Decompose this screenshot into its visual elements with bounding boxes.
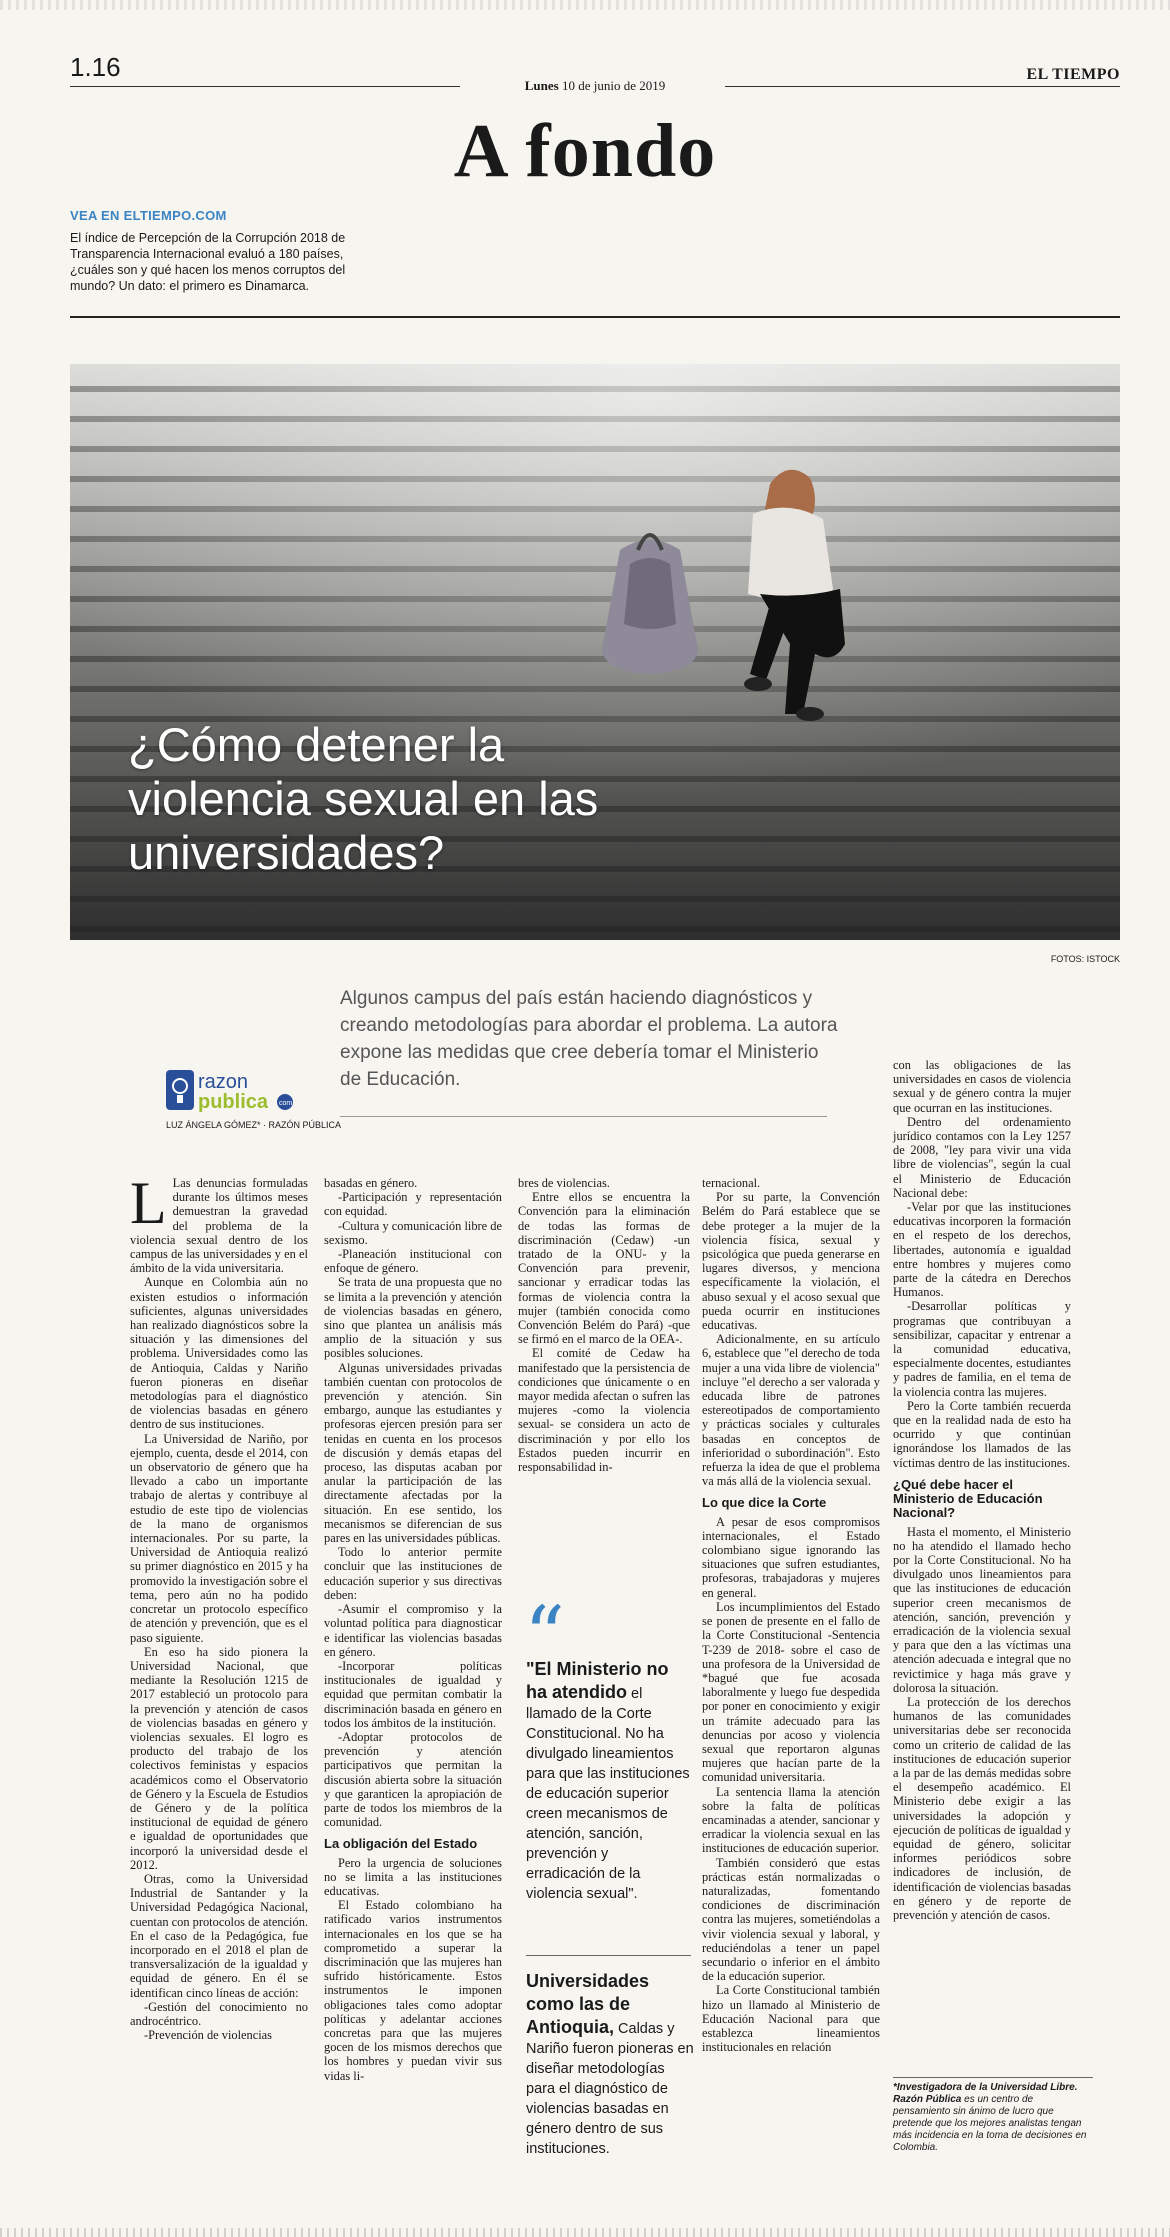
paragraph-4-5: Los incumplimientos del Estado se ponen de presente en el fallo de la Corte Constitucional -Sentencia T-239 de 2018- sobre el caso de una profesora de la Universidad de *bagué que fue acosada laboralmente y luego fue despedida por poner en conocimiento y exigir un trámite adecuado para las denuncias por acoso y violencia sexual que reportaron algunas mujeres que hacían parte de la comunidad universitaria.: [702, 1599, 880, 1785]
paragraph-4-1: ternacional.: [702, 1176, 761, 1190]
pull-quote-2: [526, 1970, 696, 2159]
lead-rule: [340, 1116, 827, 1117]
date-day: Lunes: [524, 78, 559, 93]
paragraph-2-2: -Participación y representación con equidad.: [324, 1190, 502, 1219]
paragraph-4-8: La Corte Constitucional también hizo un llamado al Ministerio de Educación Nacional para que establezca lineamientos institucionales en relación: [702, 1983, 880, 2055]
article-lead: Algunos campus del país están haciendo diagnósticos y creando metodologías para abordar el problema. La autora expone las medidas que cree debería tomar el Ministerio de Educación.: [340, 988, 838, 1090]
paragraph-3-2: Entre ellos se encuentra la Convención para la eliminación de todas las formas de discriminación (Cedaw) -un tratado de la ONU- y la Convención para prevenir, sancionar y erradicar todas las formas de violencia contra la mujer (también conocida como Convención Belém do Pará) -que se firmó en el marco de la OEA-.: [518, 1190, 690, 1347]
body-column-4: [702, 1176, 880, 2054]
paragraph-2-6: Algunas universidades privadas también cuentan con protocolos de prevención y atención. Sin embargo, aunque las estudiantes y profesoras ejercen presión para ser tenidas en cuenta en los procesos de discusión y demás etapas del proceso, las disputas acaban por anular la participación de las directamente afectadas por la situación. En ese sentido, los mecanismos se diferencian de sus pares en las universidades públicas.: [324, 1360, 502, 1546]
paragraph-5-3: -Velar por que las instituciones educativas incorporen la formación en el respeto de los derechos, libertades, autonomía e igualdad entre hombres y mujeres como parte de la cátedra en Derechos Humanos.: [893, 1200, 1071, 1300]
paragraph-4-4: A pesar de esos compromisos internacionales, el Estado colombiano sigue ignorando las situaciones que sufren estudiantes, profesoras, trabajadoras y mujeres en general.: [702, 1514, 880, 1600]
paragraph-2-3: -Cultura y comunicación libre de sexismo.: [324, 1218, 502, 1247]
paragraph-2-1: basadas en género.: [324, 1176, 418, 1190]
author-footnote: [893, 2077, 1093, 2154]
paragraph-1-6: -Gestión del conocimiento no androcéntrico.: [130, 1999, 308, 2028]
pull-quote-rest: el llamado de la Corte Constitucional. No ha divulgado lineamientos para que las instituciones de educación superior creen mecanismos de atención, sanción, prevención y erradicación de la violencia sexual".: [526, 1686, 690, 1902]
promo-label[interactable]: VEA EN ELTIEMPO.COM: [70, 208, 227, 223]
subhead-estado: La obligación del Estado: [324, 1836, 478, 1852]
paragraph-4-3: Adicionalmente, en su artículo 6, establece que "el derecho de toda mujer a una vida libre de violencia" incluye "el derecho a ser valorada y educada libre de patrones estereotipados de comportamiento y prácticas sociales y culturales basadas en conceptos de inferioridad o subordinación". Esto refuerza la idea de que el problema va más allá de la violencia sexual.: [702, 1332, 880, 1489]
paragraph-5-4: -Desarrollar políticas y programas que contribuyan a sensibilizar, capacitar y entrenar a la comunidad educativa, especialmente docentes, estudiantes y padres de familia, en el tema de la violencia contra las mujeres.: [893, 1299, 1071, 1399]
paragraph-5-7: La protección de los derechos humanos de las comunidades universitarias debe ser reconocida como un criterio de calidad de las instituciones de educación superior a la par de las demás medidas sobre el desempeño académico. El Ministerio debe exigir a las universidades la adopción y ejecución de políticas de igualdad y equidad de género, solicitar informes periódicos sobre indicadores de inclusión, de identificación de violencias basadas en género y de reporte de prevención y atención de casos.: [893, 1694, 1071, 1922]
paragraph-1-1: L Las denuncias formuladas durante los últimos meses demuestran la gravedad del problema de la violencia sexual dentro de los campus de las universidades y en el ámbito de la vida universitaria.: [130, 1170, 308, 1276]
paragraph-2-12: El Estado colombiano ha ratificado varios instrumentos internacionales en los que se ha comprometido a superar la discriminación que las mujeres han sufrido históricamente. Estos instrumentos le imponen obligaciones tales como adoptar políticas y adelantar acciones concretas para que las mujeres gocen de los mismos derechos que los hombres y puedan vivir sus vidas li-: [324, 1898, 502, 2083]
article-headline: ¿Cómo detener la violencia sexual en las universidades?: [128, 718, 599, 879]
page-edge-bottom: [0, 2228, 1170, 2237]
paragraph-5-6: Hasta el momento, el Ministerio no ha atendido el llamado hecho por la Corte Constitucional. No ha divulgado unos lineamientos para que las instituciones de educación superior creen mecanismos de atención, sanción, prevención y erradicación de la violencia sexual y para que den a las víctimas una atención adecuada e integral que no revictimice y haga más grave y dolorosa la situación.: [893, 1524, 1071, 1695]
paragraph-4-6: La sentencia llama la atención sobre la falta de políticas encaminadas a atender, sancionar y erradicar la violencia sexual en las instituciones de educación superior.: [702, 1784, 880, 1856]
subhead-corte: Lo que dice la Corte: [702, 1495, 827, 1511]
paragraph-1-3: La Universidad de Nariño, por ejemplo, cuenta, desde el 2014, con un observatorio de género que ha llevado a cabo un importante trabajo de alertas y contribuye al estudio de este tipo de violencias de la mano de organismos internacionales. Por su parte, la Universidad de Antioquia realizó su primer diagnóstico en 2015 y ha promovido la investigación sobre el tema, pero aún no ha podido concretar un protocolo específico de atención y prevención, que es el paso siguiente.: [130, 1431, 308, 1645]
paragraph-2-10: -Adoptar protocolos de prevención y atención participativos que permitan la discusión abierta sobre la situación y que garanticen la apropiación de parte de todos los miembros de la comunidad.: [324, 1729, 502, 1830]
date-rest: 10 de junio de 2019: [561, 78, 666, 93]
paragraph-1-7: -Prevención de violencias: [144, 2028, 272, 2043]
page-number: 1.16: [70, 52, 121, 82]
body-column-3: [518, 1176, 690, 1474]
issue-date: [470, 78, 720, 94]
page-edge-top: [0, 0, 1170, 10]
paragraph-1-2: Aunque en Colombia aún no existen estudios o información suficientes, algunas universidades han realizado diagnósticos sobre la situación y las dimensiones del problema. Universidades como las de Antioquia, Caldas y Nariño fueron pioneras en diseñar metodologías para el diagnóstico de violencias basadas en género dentro de sus instituciones.: [130, 1275, 308, 1432]
quote-mark-icon: “: [524, 1589, 565, 1682]
razon-publica-logo: [166, 1066, 296, 1114]
drop-cap: L: [130, 1170, 167, 1236]
pull-quote-rule: [526, 1955, 691, 1956]
paragraph-4-7: También consideró que estas prácticas están normalizadas o naturalizadas, fomentando condiciones de discriminación contra las mujeres, sometiéndolas a vivir violencia sexual y laboral, y reduciéndolas a tener un papel secundario o inferior en el ámbito de la educación superior.: [702, 1855, 880, 1984]
paragraph-2-8: -Asumir el compromiso y la voluntad política para diagnosticar e identificar las violencias basadas en género.: [324, 1602, 502, 1659]
paragraph-4-2: Por su parte, la Convención Belém do Pará establece que se debe proteger a la mujer de la violencia física, sexual y psicológica que pueda generarse en lugares diversos, y menciona específicamente la violación, el abuso sexual y el acoso sexual que pueda ocurrir en instituciones educativas.: [702, 1190, 880, 1333]
footnote-text: es un centro de pensamiento sin ánimo de lucro que pretende que los mejores analistas tengan más incidencia en la toma de decisiones en Colombia.: [893, 2094, 1087, 2153]
logo-word-publica: publica: [198, 1091, 269, 1113]
paragraph-2-9: -Incorporar políticas institucionales de igualdad y equidad que permitan combatir la discriminación basada en género en todos los ámbitos de la institución.: [324, 1658, 502, 1730]
promo-text: El índice de Percepción de la Corrupción 2018 de Transparencia Internacional evaluó a 180 países, ¿cuáles son y qué hacen los menos corruptos del mundo? Un dato: el primero es Dinamarca.: [70, 231, 346, 293]
logo-word-razon: razon: [198, 1071, 249, 1093]
photo-credit: FOTOS: ISTOCK: [1050, 954, 1120, 964]
pull-quote-lead: "El Ministerio no ha atendido: [526, 1659, 669, 1702]
paragraph-5-5: Pero la Corte también recuerda que en la realidad nada de esto ha ocurrido y que continúan ignorándose los llamados de las víctimas dentro de las instituciones.: [893, 1398, 1071, 1470]
newspaper-brand: EL TIEMPO: [1026, 66, 1120, 83]
paragraph-1-4: En eso ha sido pionera la Universidad Nacional, que mediante la Resolución 1215 de 2017 estableció un protocolo para la prevención y atención de casos de violencias basadas en género y violencias sexuales. El logro es producto del trabajo de los colectivos feministas y espacios académicos como el Observatorio de Género y la Escuela de Estudios de Género y de la política institucional de equidad de género e igualdad de oportunidades que incorporó la universidad desde el 2012.: [130, 1644, 308, 1872]
paragraph-2-4: -Planeación institucional con enfoque de género.: [324, 1247, 502, 1276]
paragraph-3-3: El comité de Cedaw ha manifestado que la persistencia de condiciones que únicamente o en mayor medida afectan o sufren las mujeres -como la violencia sexual- se considera un acto de discriminación y por ello los Estados pueden incurrir en responsabilidad in-: [518, 1346, 690, 1475]
paragraph-1-5: Otras, como la Universidad Industrial de Santander y la Universidad Pedagógica Nacional, cuentan con protocolos de atención. En el caso de la Pedagógica, fue incorporado en el 2018 el plan de transversalización de la igualdad y equidad de género. En él se identifican cinco líneas de acción:: [130, 1871, 308, 2000]
paragraph-5-1: con las obligaciones de las universidades en casos de violencia sexual y de género contra la mujer que ocurran en las instituciones.: [893, 1058, 1071, 1115]
section-rule: [70, 316, 1120, 318]
header-rule-right: [725, 86, 1120, 87]
logo-badge: com: [279, 1100, 293, 1107]
pull-quote-2-lead: Universidades como las de Antioquia,: [526, 1971, 650, 2037]
body-column-2: [324, 1176, 502, 2083]
header-rule-left: [70, 86, 460, 87]
subhead-ministerio: ¿Qué debe hacer el Ministerio de Educación Nacional?: [893, 1476, 1043, 1521]
paragraph-2-5: Se trata de una propuesta que no se limita a la prevención y atención de violencias basadas en género, sino que plantea un análisis más amplio de la situación y sus posibles soluciones.: [324, 1275, 502, 1361]
body-column-1: [130, 1170, 308, 2043]
body-column-5: [893, 1058, 1071, 1922]
pull-quote: [526, 1658, 691, 1904]
paragraph-2-7: Todo lo anterior permite concluir que las instituciones de educación superior y sus directivas deben:: [324, 1545, 502, 1602]
byline: LUZ ÁNGELA GÓMEZ* · RAZÓN PÚBLICA: [166, 1120, 342, 1130]
section-title: A fondo: [453, 109, 717, 193]
footnote-title: *Investigadora de la Universidad Libre.: [893, 2082, 1078, 2093]
paragraph-2-11: Pero la urgencia de soluciones no se limita a las instituciones educativas.: [324, 1855, 502, 1898]
footnote-brand: Razón Pública: [893, 2094, 962, 2105]
paragraph-5-2: Dentro del ordenamiento jurídico contamos con la Ley 1257 de 2008, "ley para vivir una vida libre de violencias", según la cual el Ministerio de Educación Nacional debe:: [893, 1114, 1071, 1200]
pull-quote-2-rest: Caldas y Nariño fueron pioneras en diseñar metodologías para el diagnóstico de violencias basadas en género dentro de sus instituciones.: [526, 2021, 694, 2157]
paragraph-3-1: bres de violencias.: [518, 1176, 610, 1190]
